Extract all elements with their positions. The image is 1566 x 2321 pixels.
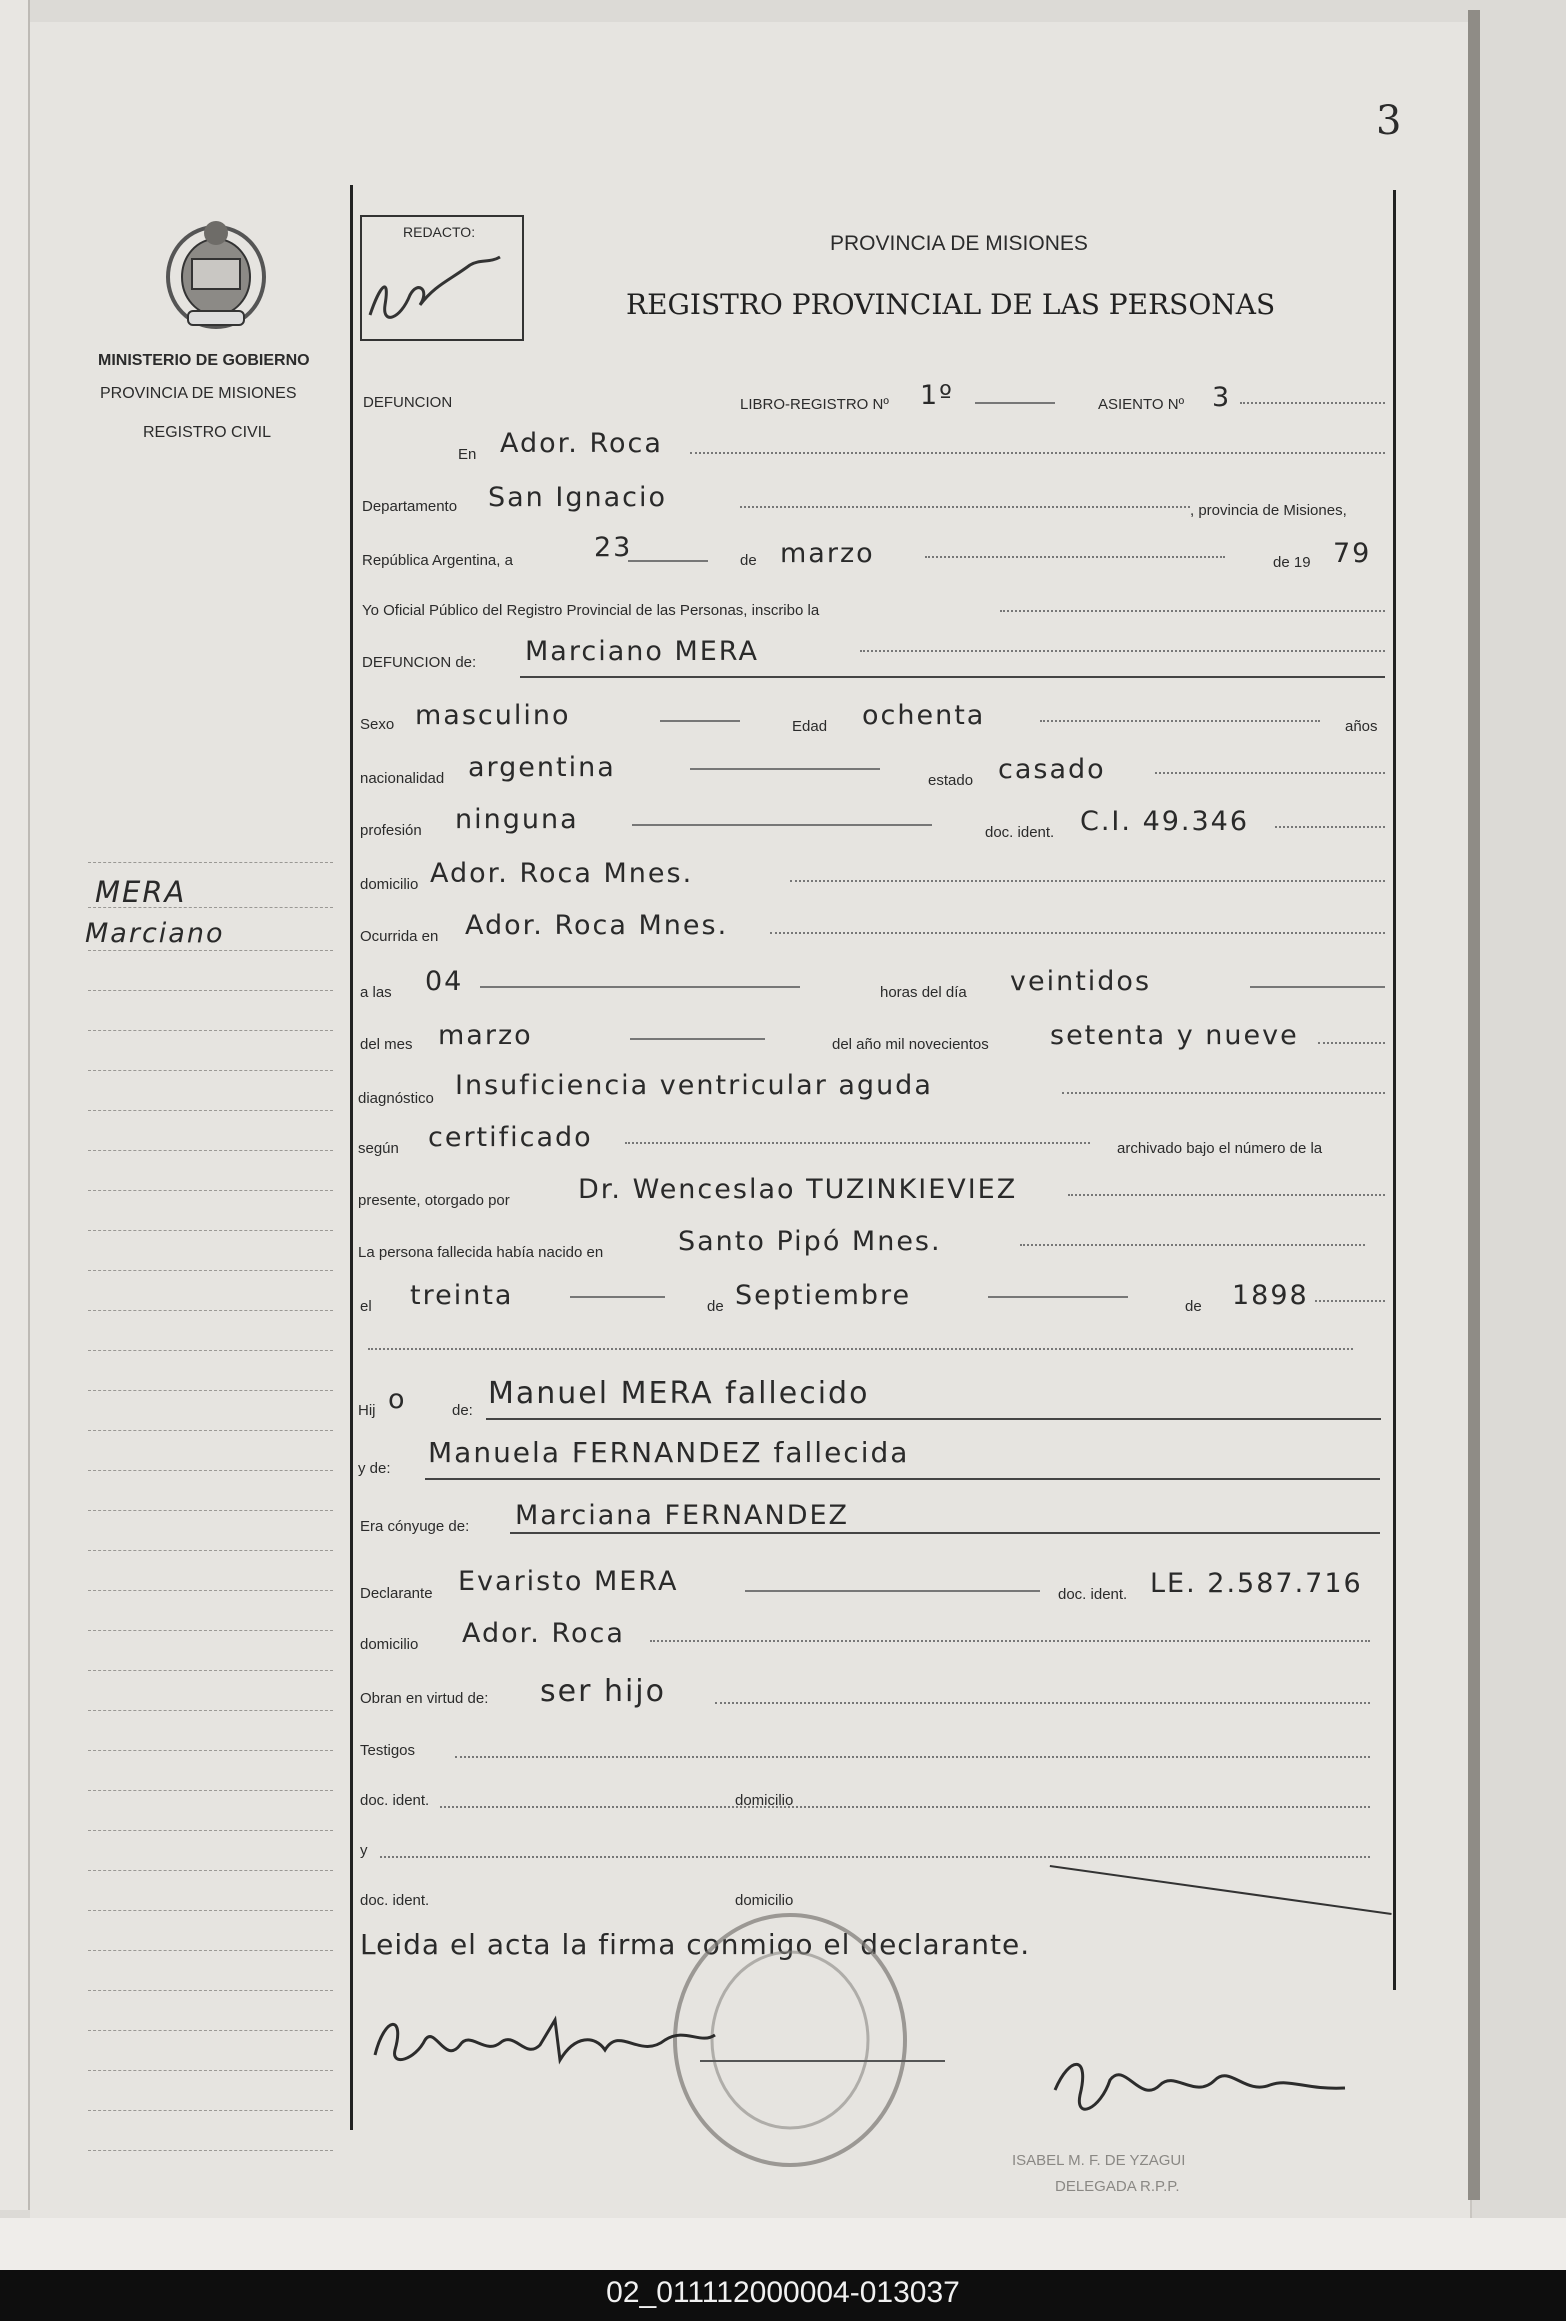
label-estado: estado [928,772,974,789]
left-frame-line [350,185,353,2130]
margin-surname: MERA [95,875,187,909]
official-signature [1045,2050,1365,2130]
margin-line [88,1110,333,1111]
label-provincia: , provincia de Misiones, [1190,502,1347,519]
rule [770,932,1385,934]
province-title: PROVINCIA DE MISIONES [830,232,1088,255]
value-madre: Manuela FERNANDEZ fallecida [428,1436,910,1469]
label-defuncion: DEFUNCION [363,394,453,411]
value-edad: ochenta [862,700,986,731]
label-horas: horas del día [880,984,967,1001]
label-obran: Obran en virtud de: [360,1690,489,1707]
label-domicilio-t1: domicilio [735,1792,794,1809]
margin-line [88,1750,333,1751]
label-declarante: Declarante [360,1585,433,1602]
rule [1020,1244,1365,1246]
margin-line [88,1670,333,1671]
label-nacionalidad: nacionalidad [360,770,445,787]
value-dia: 23 [594,532,633,563]
margin-line [88,1230,333,1231]
margin-line [88,2030,333,2031]
rule [860,650,1385,652]
value-ano: 79 [1333,538,1372,569]
value-domicilio: Ador. Roca Mnes. [430,858,694,889]
rule [650,1640,1370,1642]
rule [988,1296,1128,1298]
rule [1275,826,1385,828]
right-frame-line [1393,190,1396,1990]
margin-line [88,2110,333,2111]
value-mes2: marzo [438,1020,533,1051]
rule [1040,720,1320,722]
rule [1068,1194,1385,1196]
rule [715,1702,1370,1704]
margin-line [88,1190,333,1191]
rule [570,1296,665,1298]
margin-line [88,2150,333,2151]
closing-statement: Leida el acta la firma conmigo el declarante. [360,1928,1031,1961]
label-asiento: ASIENTO Nº [1098,396,1185,413]
label-edad: Edad [792,718,828,735]
margin-line [88,1470,333,1471]
label-el: el [360,1298,372,1315]
value-dia-txt: veintidos [1010,966,1152,997]
value-ocurrida: Ador. Roca Mnes. [465,910,729,941]
margin-line [88,1390,333,1391]
label-doc-ident: doc. ident. [985,824,1055,841]
rule [925,556,1225,558]
value-defuncion-de: Marciano MERA [525,636,759,667]
rule-solid [425,1478,1380,1480]
margin-line [88,862,333,863]
margin-line [88,1790,333,1791]
label-de-padre: de: [452,1402,473,1419]
rule-solid [510,1532,1380,1534]
rule-solid [486,1418,1381,1420]
value-libro: 1º [920,380,954,411]
label-de-nac: de [707,1298,724,1315]
value-obran: ser hijo [540,1674,666,1709]
rule [1155,772,1385,774]
margin-line [88,1990,333,1991]
rule [368,1348,1353,1350]
margin-line [88,1350,333,1351]
rule [1318,1042,1385,1044]
margin-line [88,1630,333,1631]
binding-gutter [0,0,30,2210]
margin-line [88,1830,333,1831]
value-profesion: ninguna [455,804,579,835]
label-presente: presente, otorgado por [358,1192,510,1209]
redacto-label: REDACTO: [403,224,476,240]
label-doc-ident-t2: doc. ident. [360,1892,430,1909]
declarant-signature [365,2005,725,2085]
label-y-de: y de: [358,1460,391,1477]
value-padre: Manuel MERA fallecido [488,1376,870,1411]
margin-line [88,1510,333,1511]
value-otorgado: Dr. Wenceslao TUZINKIEVIEZ [578,1174,1018,1205]
value-doc-decl: LE. 2.587.716 [1150,1568,1363,1599]
rule [1240,402,1385,404]
rule [745,1590,1040,1592]
label-en: En [458,446,477,463]
margin-line [88,990,333,991]
label-anos: años [1345,718,1378,735]
label-de-nac-ano: de [1185,1298,1202,1315]
value-declarante: Evaristo MERA [458,1566,679,1597]
rule [455,1756,1370,1758]
value-estado: casado [998,754,1106,785]
margin-line [88,1910,333,1911]
value-nac-ano: 1898 [1232,1280,1309,1311]
value-dom-decl: Ador. Roca [462,1618,625,1649]
rule [690,768,880,770]
value-doc: C.I. 49.346 [1080,806,1250,837]
rule [625,1142,1090,1144]
label-archivado: archivado bajo el número de la [1117,1140,1323,1157]
label-republica: República Argentina, a [362,552,513,569]
label-segun: según [358,1140,399,1157]
rule [440,1806,1370,1808]
margin-line [88,1710,333,1711]
label-testigos: Testigos [360,1742,416,1759]
coat-of-arms-icon [160,215,272,333]
rule [480,986,800,988]
margin-line [88,1150,333,1151]
margin-line [88,1870,333,1871]
label-domicilio-decl: domicilio [360,1636,419,1653]
margin-line [88,950,333,951]
label-domicilio-t2: domicilio [735,1892,794,1909]
rule [1315,1300,1385,1302]
value-nacido-en: Santo Pipó Mnes. [678,1226,942,1257]
margin-line [88,1030,333,1031]
label-de: de [740,552,757,569]
image-caption: 02_011112000004-013037 [606,2276,960,2309]
value-departamento: San Ignacio [488,482,668,513]
label-doc-ident-decl: doc. ident. [1058,1586,1128,1603]
margin-line [88,1270,333,1271]
page-number: 3 [1376,98,1402,144]
official-stamp-name: ISABEL M. F. DE YZAGUI [1012,2152,1186,2169]
value-nacionalidad: argentina [468,752,616,783]
label-hij: Hij [358,1402,376,1419]
value-hora: 04 [425,966,464,997]
label-y-testigo: y [360,1842,368,1859]
rule [1062,1092,1385,1094]
label-yo-oficial: Yo Oficial Público del Registro Provincial de las Personas, inscribo la [362,602,820,619]
margin-line [88,2070,333,2071]
value-en: Ador. Roca [500,428,663,459]
label-del-mes: del mes [360,1036,413,1053]
label-profesion: profesión [360,822,422,839]
bottom-strip [0,2218,1566,2270]
label-del-ano: del año mil novecientos [832,1036,989,1053]
margin-name: Marciano [85,918,225,949]
rule-solid [520,676,1385,678]
value-nac-dia: treinta [410,1280,514,1311]
label-sexo: Sexo [360,716,395,733]
rule [1250,986,1385,988]
official-stamp-title: DELEGADA R.P.P. [1055,2178,1180,2195]
rule [630,1038,765,1040]
label-a-las: a las [360,984,392,1001]
value-ano-txt: setenta y nueve [1050,1020,1299,1051]
label-de19: de 19 [1273,554,1311,571]
label-conyuge: Era cónyuge de: [360,1518,470,1535]
margin-line [88,1070,333,1071]
signature-rule [700,2060,945,2062]
rule [1000,610,1385,612]
margin-line [88,1950,333,1951]
margin-line [88,1550,333,1551]
rule [380,1856,1370,1858]
rule [975,402,1055,404]
rule [790,880,1385,882]
book-spine [1468,10,1480,2200]
rule [628,560,708,562]
label-departamento: Departamento [362,498,458,515]
value-nac-mes: Septiembre [735,1280,912,1311]
margin-line [88,1590,333,1591]
value-conyuge: Marciana FERNANDEZ [515,1500,850,1531]
label-domicilio: domicilio [360,876,419,893]
value-hijo: o [388,1384,407,1415]
ministry-heading: MINISTERIO DE GOBIERNO [98,352,310,369]
margin-line [88,1310,333,1311]
label-doc-ident-t1: doc. ident. [360,1792,430,1809]
registry-title: REGISTRO PROVINCIAL DE LAS PERSONAS [626,288,1276,321]
province-heading: PROVINCIA DE MISIONES [100,385,297,402]
label-nacido: La persona fallecida había nacido en [358,1244,604,1261]
redacto-initials-signature [360,245,510,335]
label-defuncion-de: DEFUNCION de: [362,654,477,671]
rule [690,452,1385,454]
value-asiento: 3 [1212,382,1232,413]
rule [660,720,740,722]
value-diagnostico: Insuficiencia ventricular aguda [455,1070,933,1101]
value-mes: marzo [780,538,875,569]
civil-registry-heading: REGISTRO CIVIL [143,424,272,441]
label-diagnostico: diagnóstico [358,1090,434,1107]
margin-line [88,1430,333,1431]
label-libro: LIBRO-REGISTRO Nº [740,396,889,413]
rule [632,824,932,826]
value-sexo: masculino [415,700,571,731]
value-segun: certificado [428,1122,593,1153]
rule [740,506,1190,508]
label-ocurrida: Ocurrida en [360,928,439,945]
